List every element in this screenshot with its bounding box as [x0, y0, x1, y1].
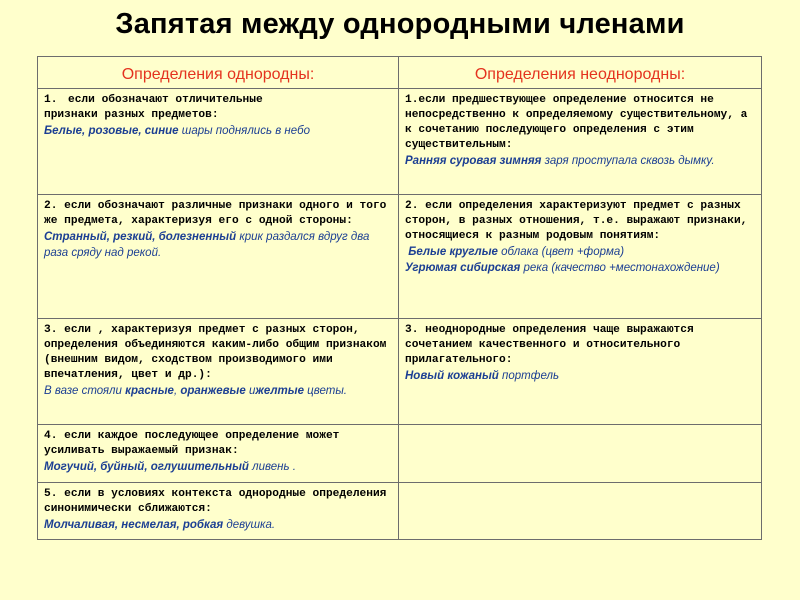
- cell-homogeneous-1: [38, 89, 399, 195]
- cell-homogeneous-5: [38, 483, 399, 540]
- header-homogeneous: Определения однородны:: [38, 57, 399, 89]
- page-title: Запятая между однородными членами: [115, 8, 685, 40]
- example-text: Могучий, буйный, оглушительный ливень .: [44, 461, 296, 473]
- table-row: [38, 425, 762, 483]
- cell-homogeneous-3: [38, 319, 399, 425]
- cell-homogeneous-2: [38, 195, 399, 319]
- example-text: Новый кожаный портфель: [405, 370, 560, 382]
- rule-text: 1. если обозначают отличительные: [44, 94, 263, 106]
- rule-text: 2. если обозначают различные признаки одного и того же предмета, характеризуя его с одной стороны:: [44, 200, 387, 227]
- rules-table: [37, 56, 762, 540]
- cell-heterogeneous-1: [399, 89, 762, 195]
- rule-text: 1.если предшествующее определение относится не непосредственно к определяемому существительному, а к сочетанию последующего определения с этим существительным:: [405, 94, 748, 151]
- table-header-row: [38, 57, 762, 89]
- rule-text: 4. если каждое последующее определение может усиливать выражаемый признак:: [44, 430, 340, 457]
- example-text: Белые круглые облака (цвет +форма): [408, 246, 625, 258]
- cell-homogeneous-4: [38, 425, 399, 483]
- rule-text: 5. если в условиях контекста однородные определения синонимически сближаются:: [44, 488, 387, 515]
- table-row: [38, 319, 762, 425]
- table-row: [38, 89, 762, 195]
- cell-heterogeneous-3: [399, 319, 762, 425]
- rule-text: 3. если , характеризуя предмет с разных сторон, определения объединяются каким-либо общим признаком (внешним видом, сходством производимого ими впечатления, цвет и др.):: [44, 324, 387, 381]
- example-text: Странный, резкий, болезненный крик раздался вдруг два раза сряду над рекой.: [44, 231, 370, 259]
- cell-heterogeneous-2: [399, 195, 762, 319]
- cell-heterogeneous-4-empty: [399, 425, 762, 483]
- example-text: Молчаливая, несмелая, робкая девушка.: [44, 519, 276, 531]
- example-text: В вазе стояли красные, оранжевые ижелтые цветы.: [44, 385, 347, 397]
- rule-text: 2. если определения характеризуют предмет с разных сторон, в разных отношения, т.е. выражают признаки, относящиеся к разным родовым понятиям:: [405, 200, 748, 242]
- header-heterogeneous: Определения неоднородны:: [399, 57, 762, 89]
- rule-text: 3. неоднородные определения чаще выражаются сочетанием качественного и относительного прилагательного:: [405, 324, 694, 366]
- example-text: Белые, розовые, синие шары поднялись в небо: [44, 125, 310, 137]
- table-row: [38, 195, 762, 319]
- rule-text-cont: признаки разных предметов:: [44, 109, 219, 121]
- example-text: Ранняя суровая зимняя заря проступала сквозь дымку.: [405, 155, 715, 167]
- example-text-2: Угрюмая сибирская река (качество +местонахождение): [405, 262, 720, 274]
- cell-heterogeneous-5-empty: [399, 483, 762, 540]
- table-row: [38, 483, 762, 540]
